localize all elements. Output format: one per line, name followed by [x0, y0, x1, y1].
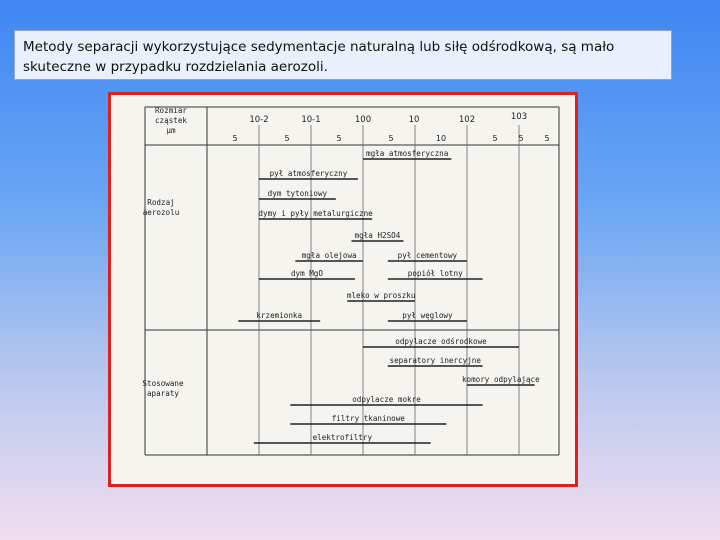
aerosol-range-label: mgła H2SO4: [354, 231, 401, 240]
minor-tick-3: 5: [336, 134, 342, 143]
device-range-label: odpylacze odśrodkowe: [395, 337, 487, 346]
aerosol-range-label: dymy i pyły metalurgiczne: [258, 209, 373, 218]
aerosol-range-label: pył cementowy: [397, 251, 458, 260]
major-tick-4: 10: [408, 115, 420, 125]
minor-tick-2: 5: [284, 134, 290, 143]
aerosol-range-label: popiół lotny: [407, 269, 463, 278]
aerosol-range-label: pył węglowy: [402, 311, 453, 320]
minor-tick-6: 5: [492, 134, 498, 143]
section-aerosol-1: Rodzaj: [147, 198, 175, 207]
slide-caption: Metody separacji wykorzystujące sedymentacje naturalną lub siłę odśrodkową, są mało skuteczne w przypadku rozdzielania aerozoli.: [14, 30, 672, 80]
section-aerosol-2: aerozolu: [142, 208, 180, 217]
major-tick-1: 10-2: [249, 115, 269, 125]
aerosol-range-label: dym MgO: [290, 269, 323, 278]
figure-svg: [111, 95, 575, 484]
major-tick-6: 103: [510, 112, 528, 122]
device-range-label: komory odpylające: [461, 375, 540, 384]
aerosol-range-label: mgła olejowa: [301, 251, 357, 260]
major-tick-2: 10-1: [301, 115, 321, 125]
minor-tick-1: 5: [232, 134, 238, 143]
major-tick-5: 102: [458, 115, 476, 125]
device-range-label: filtry tkaninowe: [331, 414, 405, 423]
major-tick-3: 100: [354, 115, 372, 125]
minor-tick-4: 5: [388, 134, 394, 143]
particle-size-figure: [108, 92, 578, 487]
device-range-label: odpylacze mokre: [352, 395, 421, 404]
aerosol-range-label: mleko w proszku: [346, 291, 416, 300]
header-line-2: cząstek: [154, 116, 188, 125]
device-range-label: separatory inercyjne: [389, 356, 481, 365]
aerosol-range-label: pył atmosferyczny: [269, 169, 348, 178]
device-range-label: elektrofiltry: [312, 433, 373, 442]
minor-tick-5: 10: [435, 134, 447, 143]
header-line-3: μm: [166, 126, 176, 135]
minor-tick-7: 5: [518, 134, 524, 143]
section-devices-1: Stosowane: [142, 379, 184, 388]
header-line-1: Rozmiar: [154, 106, 188, 115]
minor-tick-8: 5: [544, 134, 550, 143]
aerosol-range-label: mgła atmosferyczna: [366, 149, 449, 158]
section-devices-2: aparaty: [146, 389, 180, 398]
aerosol-range-label: dym tytoniowy: [267, 189, 328, 198]
aerosol-range-label: krzemionka: [256, 311, 303, 320]
